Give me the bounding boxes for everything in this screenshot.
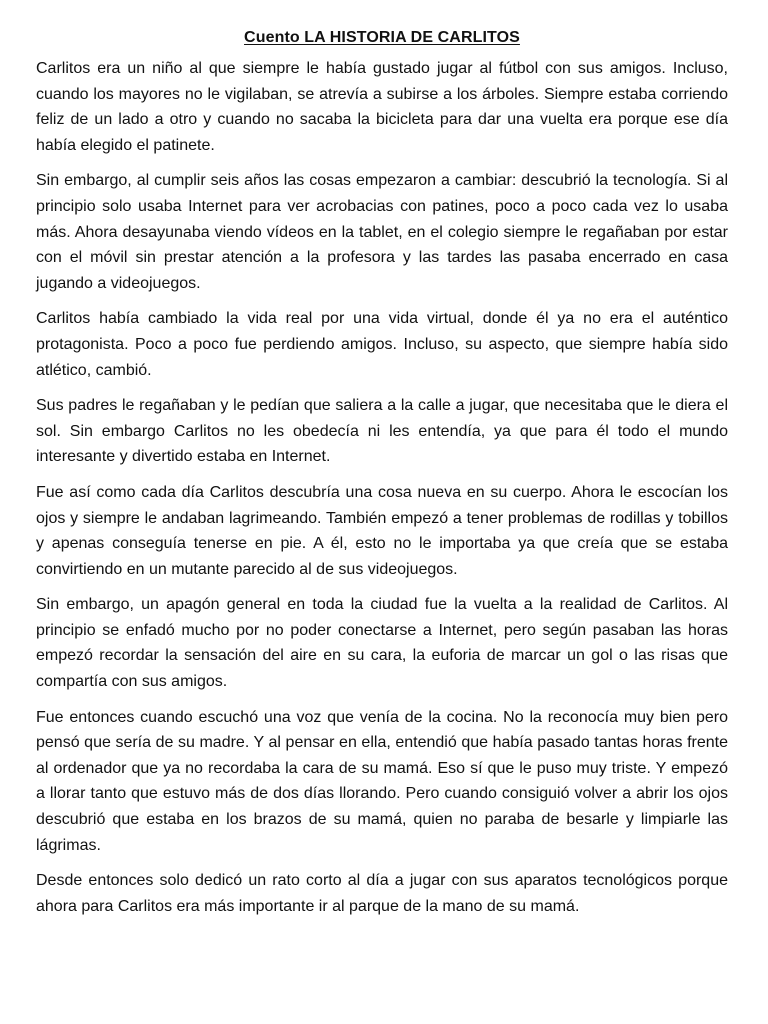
paragraph-1: Carlitos era un niño al que siempre le había gustado jugar al fútbol con sus amigos. Incluso, cuando los mayores no le vigilaban, se atrevía a subirse a los árboles. Siempre estaba corriendo feliz de un lado a otro y cuando no sacaba la bicicleta para dar una vuelta era porque ese día había elegido el patinete.	[36, 60, 728, 154]
paragraph-4: Sus padres le regañaban y le pedían que saliera a la calle a jugar, que necesitaba que le diera el sol. Sin embargo Carlitos no les obedecía ni les entendía, ya que para él todo el mundo interesante y divertido estaba en Internet.	[36, 397, 728, 466]
paragraph-8: Desde entonces solo dedicó un rato corto al día a jugar con sus aparatos tecnológicos porque ahora para Carlitos era más importante ir al parque de la mano de su mamá.	[36, 872, 728, 915]
paragraph-2: Sin embargo, al cumplir seis años las cosas empezaron a cambiar: descubrió la tecnología. Si al principio solo usaba Internet para ver acrobacias con patines, poco a poco cada vez lo usaba más. Ahora desayunaba viendo vídeos en la tablet, en el colegio siempre le regañaban por estar con el móvil sin prestar atención a la profesora y las tardes las pasaba encerrado en casa jugando a videojuegos.	[36, 172, 728, 292]
paragraph-3: Carlitos había cambiado la vida real por una vida virtual, donde él ya no era el auténtico protagonista. Poco a poco fue perdiendo amigos. Incluso, su aspecto, que siempre había sido atlético, cambió.	[36, 310, 728, 379]
paragraph-5: Fue así como cada día Carlitos descubría una cosa nueva en su cuerpo. Ahora le escocían los ojos y siempre le andaban lagrimeando. También empezó a tener problemas de rodillas y tobillos y apenas conseguía tenerse en pie. A él, esto no le importaba ya que creía que se estaba convirtiendo en un mutante parecido al de sus videojuegos.	[36, 483, 728, 578]
document-page	[36, 27, 728, 919]
paragraph-7: Fue entonces cuando escuchó una voz que venía de la cocina. No la reconocía muy bien pero pensó que sería de su madre. Y al pensar en ella, entendió que había pasado tantas horas frente al ordenador que ya no recordaba la cara de su mamá. Eso sí que le puso muy triste. Y empezó a llorar tanto que estuvo más de dos días llorando. Pero cuando consiguió volver a abrir los ojos descubrió que estaba en los brazos de su mamá, quien no paraba de besarle y limpiarle las lágrimas.	[36, 708, 728, 854]
paragraph-6: Sin embargo, un apagón general en toda la ciudad fue la vuelta a la realidad de Carlitos. Al principio se enfadó mucho por no poder conectarse a Internet, pero según pasaban las horas empezó recordar la sensación del aire en su cara, la euforia de marcar un gol o las risas que compartía con sus amigos.	[36, 596, 728, 691]
document-title: Cuento LA HISTORIA DE CARLITOS	[244, 29, 520, 46]
